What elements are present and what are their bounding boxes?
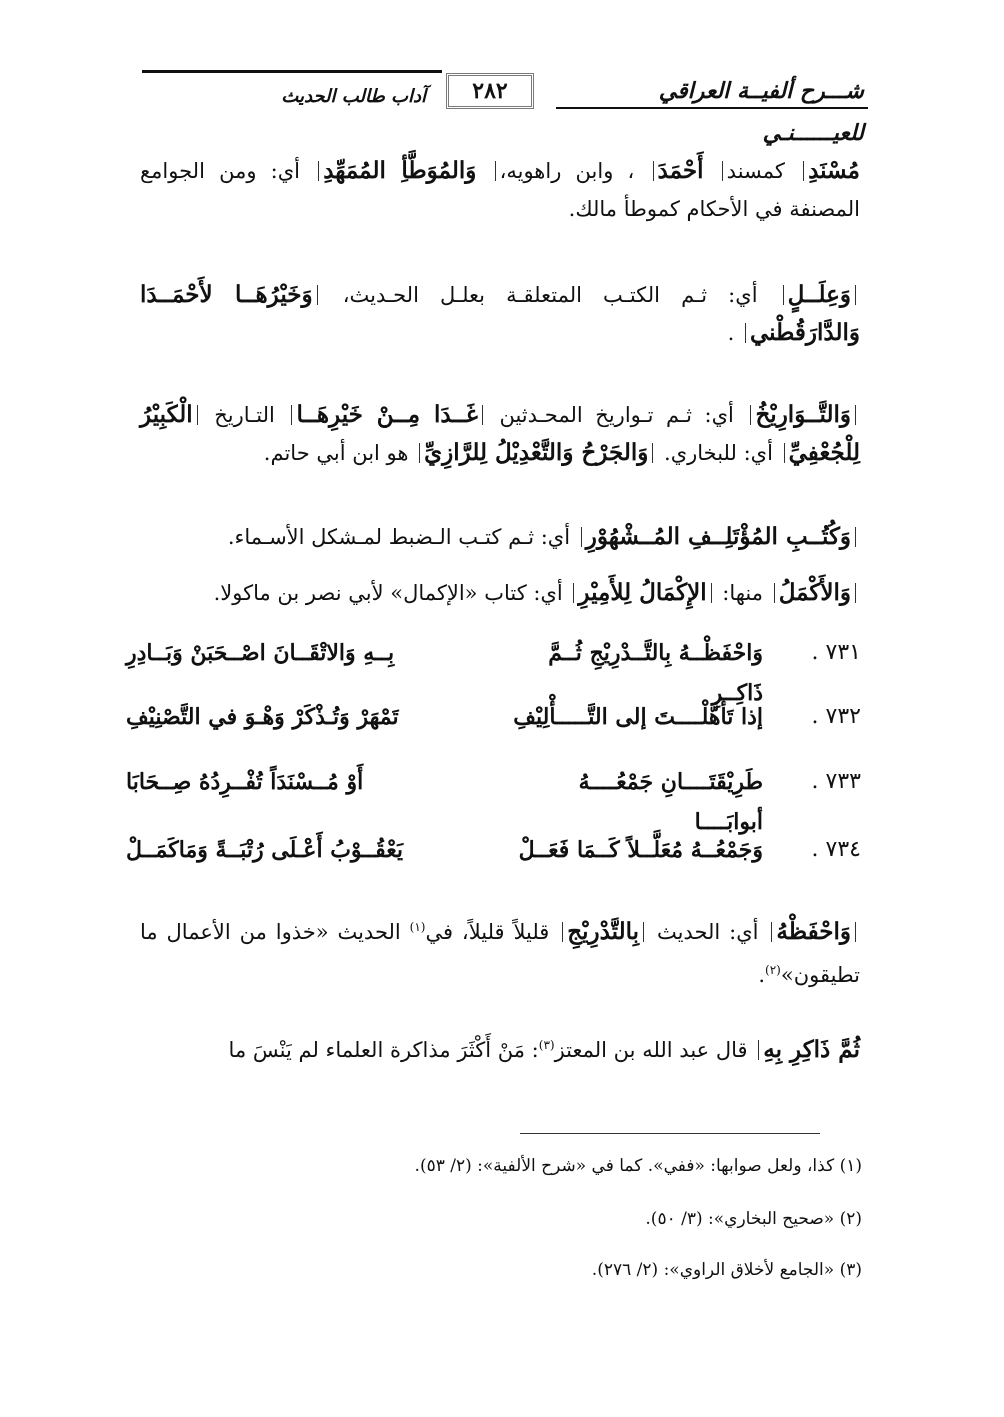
text: ، وابن راهويه، — [499, 159, 635, 183]
text: أي: ومن الجوامع المصنفة في الأحكام كموطأ مالك. — [140, 159, 860, 221]
text: أي: كتاب «الإكمال» لأبي نصر بن ماكولا. — [213, 581, 563, 605]
verse-hemistich-1: وَجَمْعُــهُ مُعَلَّــلاً كَــمَا فَعَــلْ — [518, 837, 763, 863]
keyword: وَالأَكْمَلُ — [778, 579, 851, 606]
footnote-separator — [520, 1133, 820, 1134]
running-header-book-title — [556, 70, 864, 146]
footnote-ref: (٢) — [765, 963, 781, 977]
keyword: وَالمُوَطَّأِ المُمَهِّدِ — [323, 157, 477, 184]
verse-hemistich-1: طَرِيْقَتَــــانِ جَمْعُــــهُ أبوابَــــا — [578, 769, 763, 835]
verse-number: ٧٣٢ . — [811, 704, 861, 729]
keyword: أَحْمَدَ — [657, 157, 704, 184]
footnote-3: (٣) «الجامع لأخلاق الراوي»: (٢/ ٢٧٦). — [591, 1260, 862, 1280]
keyword: وَكُتُــبِ المُؤْتَلِــفِ المُــشْهُوْرِ — [585, 523, 851, 550]
text: منها: — [722, 581, 764, 605]
text: أي: ثـم الكتـب المتعلقـة بعلـل الحـديث، — [342, 283, 758, 307]
verse-hemistich-2: يَعْقُــوْبُ أَعْـلَى رُتْبَــةً وَمَاكَمَــلْ — [126, 837, 404, 863]
paragraph-5 — [140, 574, 860, 612]
paragraph-2 — [140, 276, 860, 352]
verse-hemistich-2: بِــهِ وَالاتْقَــانَ اصْــحَبَنْ وَبَــادِرِ — [126, 640, 395, 666]
text: . — [727, 321, 735, 345]
verse-733 — [126, 762, 861, 835]
paragraph-6 — [140, 908, 860, 994]
keyword: وَخَيْرُهَــا لأَحْمَــدَا وَالدَّارَقُطْني — [140, 281, 860, 346]
running-header-section — [142, 70, 442, 118]
verse-hemistich-1: وَاحْفَظْــهُ بِالتَّــدْرِيْجِ ثُــمَّ ذَاكِــرِ — [548, 640, 763, 706]
keyword: بِالتَّدْرِيْجِ — [567, 918, 640, 945]
keyword: وَالتَّــوَارِيْخُ — [755, 401, 852, 428]
footnote-ref: (١) — [409, 920, 426, 934]
keyword: الإِكْمَالُ لِلأَمِيْرِ — [578, 579, 707, 606]
text: أي: ثـم تـواريخ المحـدثين — [499, 403, 734, 427]
footnote-ref: (٣) — [538, 1038, 555, 1052]
paragraph-1 — [140, 152, 860, 228]
keyword: ثُمَّ ذَاكِرِ بِهِ — [763, 1036, 860, 1063]
paragraph-3 — [140, 396, 860, 472]
verse-number: ٧٣٤ . — [811, 837, 861, 862]
verse-number: ٧٣٣ . — [811, 769, 861, 794]
text: التـاريخ — [214, 403, 275, 427]
text: أي: ثـم كتـب الـضبط لمـشكل الأسـماء. — [227, 525, 571, 549]
keyword: غَــدَا مِــنْ خَيْرِهَــا — [296, 401, 478, 428]
keyword: وَعِلَــلٍ — [787, 281, 851, 308]
verse-732 — [126, 697, 861, 737]
text: . — [758, 963, 766, 987]
text: هو ابن أبي حاتم. — [263, 441, 409, 465]
verse-734 — [126, 830, 861, 870]
header-rule-right — [556, 107, 868, 109]
text: : مَنْ أَكْثَرَ مذاكرة العلماء لم يَنْسَ ما — [228, 1038, 539, 1062]
keyword: الْكَبِيْرُ لِلْجُعْفِيِّ — [140, 401, 860, 466]
text: أي: الحديث — [656, 920, 759, 944]
text: أي: للبخاري. — [664, 441, 773, 465]
keyword: مُسْنَدِ — [808, 157, 860, 184]
paragraph-7 — [140, 1026, 860, 1069]
text: الحديث «خذوا من الأعمال ما تطيقون» — [140, 920, 860, 987]
page-number: ٢٨٢ — [472, 78, 508, 104]
footnote-2: (٢) «صحيح البخاري»: (٣/ ٥٠). — [645, 1209, 862, 1229]
verse-hemistich-1: إذا تَأَهَّلْــــتَ إلى التَّـــــأْلِيْفِ — [513, 704, 763, 730]
verse-hemistich-2: أَوْ مُــسْنَدَاً تُفْــرِدُهُ صِــحَابَا — [126, 769, 364, 795]
verse-hemistich-2: تَمْهَرْ وَتُـذْكَرْ وَهْـوَ في التَّصْنِيْفِ — [126, 704, 399, 730]
section-title: آداب طالب الحديث — [281, 86, 426, 107]
verse-number: ٧٣١ . — [811, 640, 861, 665]
book-title: شـــرح ألفيــة العراقي للعيــــــنـي — [658, 78, 864, 146]
text: قليلاً قليلاً، في — [425, 920, 550, 944]
paragraph-4 — [140, 518, 860, 556]
keyword: وَاحْفَظْهُ — [776, 918, 851, 945]
text: كمسند — [726, 159, 785, 183]
verse-731 — [126, 633, 861, 706]
footnote-1: (١) كذا، ولعل صوابها: «ففي». كما في «شرح الألفية»: (٢/ ٥٣). — [414, 1156, 862, 1176]
page-number-box — [446, 73, 534, 109]
keyword: وَالجَرْحُ وَالتَّعْدِيْلُ لِلرَّازِيِّ — [424, 439, 649, 466]
text: قال عبد الله بن المعتز — [554, 1038, 748, 1062]
